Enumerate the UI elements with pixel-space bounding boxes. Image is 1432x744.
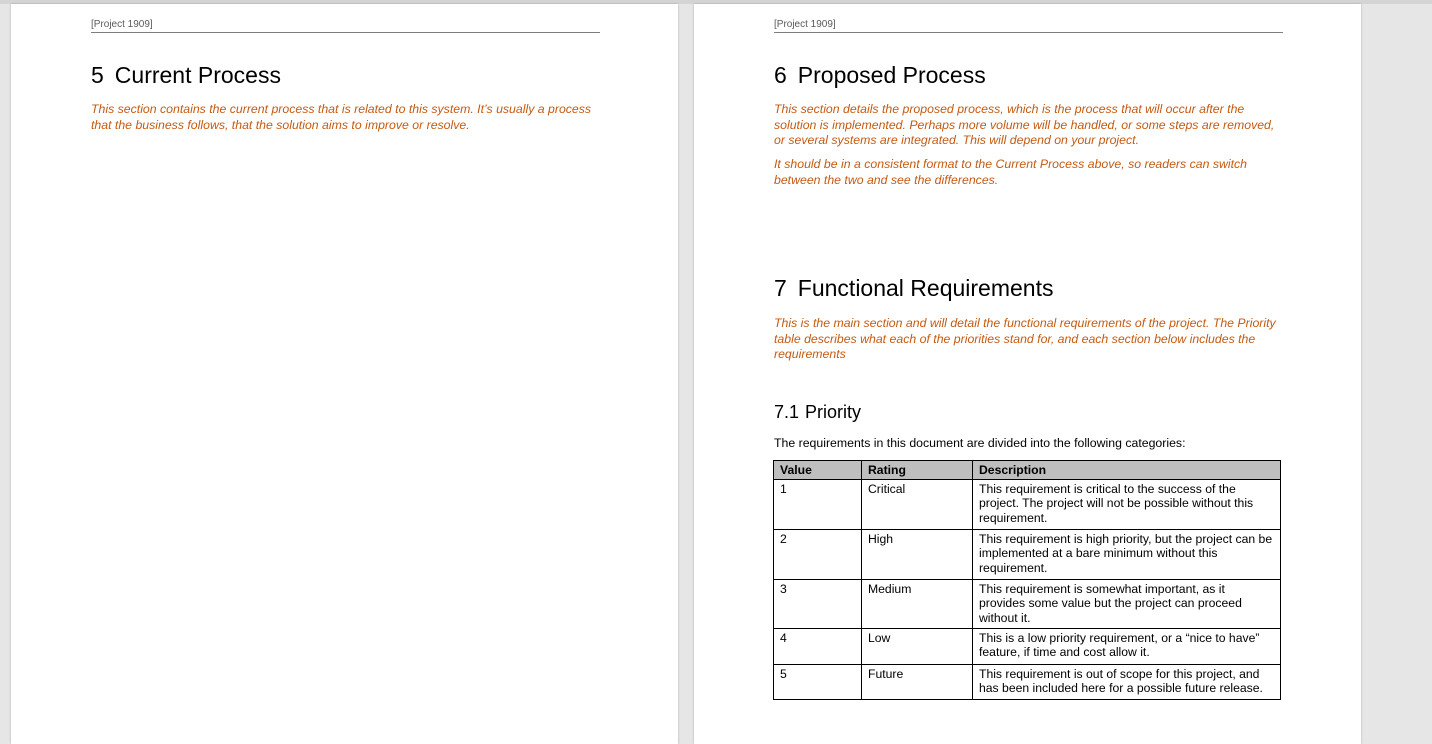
section-heading-current-process	[91, 61, 281, 89]
section-title: Proposed Process	[797, 62, 986, 88]
cell-description: This is a low priority requirement, or a “nice to have” feature, if time and cost allow it.	[973, 628, 1281, 664]
cell-value: 2	[774, 529, 862, 579]
cell-rating: High	[862, 529, 973, 579]
table-row	[774, 479, 1281, 529]
guidance-note: This is the main section and will detail the functional requirements of the project. The Priority table describes what each of the priorities stand for, and each section below includes the requirements	[774, 316, 1276, 361]
column-header-rating: Rating	[862, 461, 973, 480]
table-row	[774, 529, 1281, 579]
column-header-description: Description	[973, 461, 1281, 480]
section-title: Current Process	[114, 62, 281, 88]
cell-description: This requirement is critical to the success of the project. The project will not be possible without this requirement.	[973, 479, 1281, 529]
section-heading-proposed-process	[774, 61, 986, 89]
priority-intro: The requirements in this document are divided into the following categories:	[774, 436, 1186, 450]
table-row	[774, 579, 1281, 628]
cell-rating: Medium	[862, 579, 973, 628]
priority-table	[773, 460, 1281, 700]
section-title: Functional Requirements	[797, 275, 1054, 301]
cell-rating: Future	[862, 664, 973, 699]
section-number: 5	[91, 62, 104, 88]
cell-description: This requirement is out of scope for this project, and has been included here for a possible future release.	[973, 664, 1281, 699]
table-row	[774, 664, 1281, 699]
subsection-number: 7.1	[774, 402, 800, 422]
cell-value: 4	[774, 628, 862, 664]
cell-value: 3	[774, 579, 862, 628]
guidance-note: This section contains the current process that is related to this system. It’s usually a process that the business follows, that the solution aims to improve or resolve.	[91, 102, 592, 132]
column-header-value: Value	[774, 461, 862, 480]
cell-value: 5	[774, 664, 862, 699]
guidance-note: This section details the proposed process, which is the process that will occur after the solution is implemented. Perhaps more volume will be handled, or some steps are removed, or several systems are integrated. This will depend on your project.	[774, 102, 1275, 147]
guidance-note: It should be in a consistent format to the Current Process above, so readers can switch between the two and see the differences.	[774, 157, 1247, 187]
cell-description: This requirement is somewhat important, as it provides some value but the project can proceed without it.	[973, 579, 1281, 628]
cell-description: This requirement is high priority, but the project can be implemented at a bare minimum without this requirement.	[973, 529, 1281, 579]
section-number: 7	[774, 275, 787, 301]
table-row	[774, 628, 1281, 664]
section-heading-functional-requirements	[774, 274, 1053, 302]
cell-rating: Low	[862, 628, 973, 664]
page-header: [Project 1909]	[91, 19, 600, 33]
document-page-right	[694, 4, 1361, 744]
document-page-left	[11, 4, 678, 744]
cell-rating: Critical	[862, 479, 973, 529]
subsection-heading-priority	[774, 401, 861, 423]
cell-value: 1	[774, 479, 862, 529]
page-header: [Project 1909]	[774, 19, 1283, 33]
table-header-row	[774, 461, 1281, 480]
section-number: 6	[774, 62, 787, 88]
subsection-title: Priority	[805, 402, 862, 422]
